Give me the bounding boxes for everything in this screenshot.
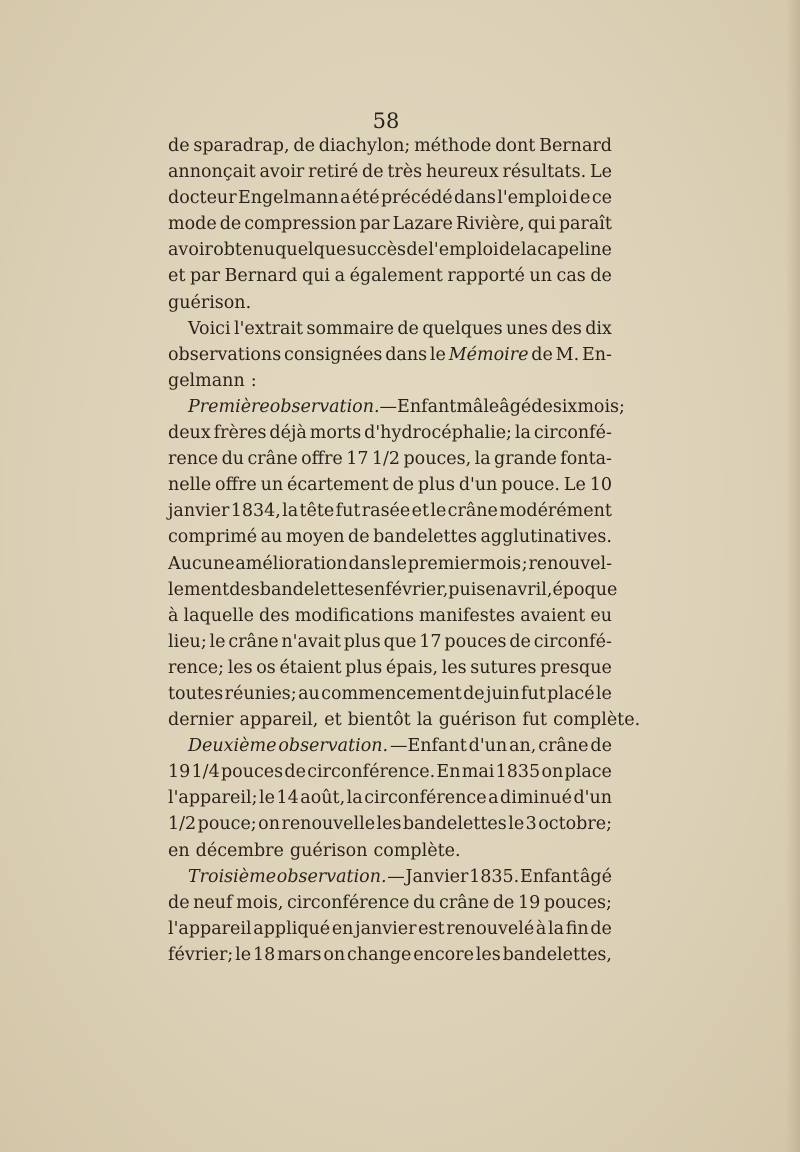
word: d'un (458, 475, 498, 496)
word: d'un (468, 736, 508, 757)
text-line (168, 551, 612, 577)
word: complète. (373, 840, 461, 861)
word: dix (585, 318, 612, 339)
word: complète. (553, 710, 641, 731)
word: et (324, 710, 342, 731)
word: des (229, 579, 260, 600)
word: et (168, 266, 186, 287)
word: déjà (269, 423, 307, 444)
page-edge-shadow (786, 0, 800, 1152)
word: le (595, 683, 612, 704)
text-line (168, 890, 612, 916)
word: grande (494, 449, 557, 470)
word: étaient (279, 657, 342, 678)
word: de (348, 527, 370, 548)
word: pouces (444, 631, 507, 652)
word: Engelmann (237, 188, 339, 209)
word: circonfé- (533, 631, 612, 652)
word: le (235, 944, 252, 965)
word: est (418, 918, 445, 939)
word: l'emploi (497, 188, 568, 209)
word: en (485, 579, 507, 600)
word: de (168, 892, 190, 913)
word: eu (590, 605, 612, 626)
word: de (219, 214, 242, 235)
text-line (168, 864, 612, 890)
word: 14 (276, 788, 299, 809)
word: et (411, 501, 429, 522)
word: 1/2 (168, 814, 197, 835)
word: crâne (439, 892, 490, 913)
word: réunies; (224, 683, 297, 704)
text-line (168, 446, 612, 472)
text-line (168, 629, 612, 655)
word: bandelettes (259, 579, 364, 600)
word: 3 (525, 814, 537, 835)
word: place (564, 762, 612, 783)
word: fut (335, 501, 361, 522)
word: la (514, 423, 531, 444)
word: de (406, 240, 428, 261)
word: amélioration (235, 553, 348, 574)
text-line (168, 420, 612, 446)
word: succès (346, 240, 407, 261)
word: capeline (537, 240, 612, 261)
word: Voici (188, 318, 231, 339)
word: plus (417, 475, 455, 496)
word: du (412, 892, 436, 913)
word: 19 (168, 762, 191, 783)
word: toutes (168, 683, 224, 704)
text-line (168, 472, 612, 498)
word: méthode (414, 136, 492, 156)
italic-word: Deuxième (188, 736, 277, 757)
word: En (436, 762, 461, 783)
word: octobre; (538, 814, 612, 835)
word: renouvelle (281, 814, 376, 835)
word: crâne (447, 501, 498, 522)
word: docteur (168, 188, 237, 209)
word: sparadrap, (193, 136, 290, 156)
word: d'un (573, 788, 612, 809)
word: de (531, 396, 553, 417)
word: dans (453, 188, 496, 209)
word: fut (522, 710, 548, 731)
text-line (168, 290, 612, 316)
word: diminué (500, 788, 572, 809)
text-line (168, 342, 612, 368)
word: la (474, 449, 491, 470)
word: des (551, 318, 582, 339)
word: le (209, 631, 226, 652)
word: : (250, 370, 257, 391)
text-line (168, 185, 612, 211)
word: la (547, 918, 565, 939)
word: circonférence (287, 892, 410, 913)
word: an, (509, 736, 537, 757)
word: rence; (168, 657, 225, 678)
word: Enfant (519, 866, 580, 887)
word: en (331, 918, 354, 939)
word: le (430, 501, 447, 522)
word: 1835. (469, 866, 520, 887)
word: le (508, 814, 525, 835)
word: lement (168, 579, 230, 600)
word: frères (213, 423, 267, 444)
text-line (168, 733, 612, 759)
word: de (492, 892, 515, 913)
word: bandelettes (373, 527, 477, 548)
word: des (259, 605, 290, 626)
word: puis (448, 579, 486, 600)
word: compression (244, 214, 357, 235)
word: appliqué (253, 918, 331, 939)
word: Aucune (168, 553, 235, 574)
word: os (256, 657, 276, 678)
word: la (416, 710, 433, 731)
word: l'appareil; (168, 788, 258, 809)
word: de (168, 136, 190, 156)
text-line (168, 524, 612, 550)
word: un (529, 266, 552, 287)
word: offre (301, 449, 343, 470)
word: de (498, 240, 521, 261)
word: paraît (558, 214, 612, 235)
word: de (590, 918, 612, 939)
word: — (387, 866, 405, 887)
word: plus (345, 657, 383, 678)
text-line (168, 237, 612, 263)
word: moyen (285, 527, 345, 548)
word: Le (563, 475, 586, 496)
word: très (387, 162, 423, 183)
word: 1/2 (371, 449, 401, 470)
word: l'appareil (168, 918, 252, 939)
word: mois, (236, 892, 284, 913)
word: mois (479, 553, 522, 574)
word: presque (540, 657, 612, 678)
body-text (168, 133, 641, 968)
word: à (535, 918, 547, 939)
word: Lazare (392, 214, 453, 235)
word: plus (343, 631, 381, 652)
word: morts (309, 423, 362, 444)
word: également (349, 266, 443, 287)
word: rasée (361, 501, 411, 522)
word: février; (168, 944, 234, 965)
word: les (227, 657, 253, 678)
word: dans (348, 553, 391, 574)
text-line (168, 577, 618, 603)
word: août, (300, 788, 346, 809)
word: qui (301, 266, 331, 287)
word: on (258, 814, 280, 835)
word: on (323, 944, 346, 965)
word: au (298, 683, 320, 704)
word: la (520, 240, 537, 261)
text-line (168, 838, 612, 864)
text-line (168, 655, 612, 681)
text-line (168, 916, 612, 942)
word: crâne (538, 736, 589, 757)
word: circonfé- (533, 423, 612, 444)
text-line (168, 368, 612, 394)
word: mois; (577, 396, 625, 417)
text-line (168, 603, 612, 629)
text-line (168, 159, 612, 185)
word: renouvel- (528, 553, 612, 574)
word: fut (521, 683, 546, 704)
word: avoir (168, 240, 213, 261)
word: de (284, 762, 306, 783)
word: gelmann (168, 370, 245, 391)
word: de (590, 266, 612, 287)
word: dont (495, 136, 536, 156)
text-line (168, 759, 612, 785)
word: offre (215, 475, 257, 496)
word: laquelle (183, 605, 254, 626)
word: circonférence. (307, 762, 436, 783)
word: pouce; (197, 814, 257, 835)
word: de (590, 736, 612, 757)
word: renouvelé (446, 918, 535, 939)
word: —Enfant (389, 736, 467, 757)
word: ; (521, 553, 528, 574)
word: tête (299, 501, 335, 522)
word: neuf (193, 892, 233, 913)
italic-word: Première (188, 396, 270, 417)
text-line (168, 681, 612, 707)
word: obtenu (213, 240, 275, 261)
word: l'extrait (233, 318, 304, 339)
word: été (351, 188, 380, 209)
word: 10 (589, 475, 612, 496)
text-line (168, 785, 612, 811)
word: mâle (456, 396, 500, 417)
word: à (168, 605, 179, 626)
word: mai (461, 762, 495, 783)
word: 17 (346, 449, 369, 470)
word: Bernard (539, 136, 612, 156)
word: en (363, 579, 386, 600)
word: heureux (425, 162, 499, 183)
word: de (568, 188, 591, 209)
text-line (168, 707, 641, 733)
page-number: 58 (372, 109, 400, 133)
word: premier (407, 553, 479, 574)
word: agglutinatives. (480, 527, 612, 548)
word: annonçait (168, 162, 256, 183)
word: comprimé (168, 527, 258, 548)
word: avoir (259, 162, 305, 183)
word: le (429, 344, 446, 365)
word: de (509, 631, 531, 652)
word: que (383, 631, 417, 652)
word: au (260, 527, 283, 548)
word: manifestes (419, 605, 516, 626)
word: pouces, (403, 449, 472, 470)
word: janvier (168, 501, 230, 522)
word: mode (168, 214, 217, 235)
word: diachylon; (318, 136, 411, 156)
word: consignées (284, 344, 383, 365)
word: unes (505, 318, 548, 339)
word: fonta- (560, 449, 612, 470)
word: janvier (355, 918, 417, 939)
word: pouce. (501, 475, 560, 496)
word: bandelettes, (502, 944, 612, 965)
word: a (488, 788, 499, 809)
word: de (397, 318, 419, 339)
word: modifications (294, 605, 414, 626)
word: de (392, 475, 415, 496)
word: l'emploi (428, 240, 499, 261)
word: on (541, 762, 564, 783)
word: M. (555, 344, 580, 365)
word: sutures (470, 657, 537, 678)
word: guérison (438, 710, 517, 731)
text-line (168, 211, 612, 237)
word: six (552, 396, 578, 417)
italic-word: observation. (269, 396, 380, 417)
word: modérément (499, 501, 612, 522)
word: par (359, 214, 390, 235)
word: ce (591, 188, 612, 209)
word: cas (556, 266, 586, 287)
word: En- (581, 344, 612, 365)
word: circonférence (364, 788, 487, 809)
word: change (347, 944, 412, 965)
word: crâne (247, 449, 298, 470)
word: un (260, 475, 284, 496)
word: décembre (195, 840, 284, 861)
word: épais, (385, 657, 439, 678)
word: âgé (499, 396, 532, 417)
word: avril, (506, 579, 553, 600)
word: encore (413, 944, 474, 965)
word: 18 (253, 944, 276, 965)
word: de (362, 162, 384, 183)
word: février, (385, 579, 449, 600)
word: de (293, 136, 315, 156)
word: pouces; (543, 892, 612, 913)
word: commencement (321, 683, 462, 704)
word: les (441, 657, 467, 678)
word: résultats. (502, 162, 587, 183)
word: en (168, 840, 190, 861)
word: par (189, 266, 220, 287)
word: dernier (168, 710, 234, 731)
word: —Enfant (379, 396, 457, 417)
word: retiré (308, 162, 359, 183)
word: rapporté (447, 266, 525, 287)
word: dans (385, 344, 428, 365)
word: époque (552, 579, 618, 600)
word: Bernard (224, 266, 298, 287)
word: quelque (275, 240, 347, 261)
text-line (168, 316, 612, 342)
word: 19 (518, 892, 541, 913)
word: 1834, (230, 501, 281, 522)
word: 17 (419, 631, 442, 652)
word: d'hydrocéphalie; (364, 423, 512, 444)
word: Janvier (405, 866, 469, 887)
text-line (168, 263, 612, 289)
italic-word: Mémoire (448, 344, 529, 365)
word: de (463, 683, 485, 704)
word: a (334, 266, 346, 287)
word: a (340, 188, 351, 209)
word: deux (168, 423, 211, 444)
text-line (168, 811, 612, 837)
word: les (376, 814, 402, 835)
word: les (475, 944, 501, 965)
word: écartement (287, 475, 389, 496)
word: la (346, 788, 363, 809)
word: bientôt (347, 710, 411, 731)
word: de (531, 344, 553, 365)
word: sommaire (306, 318, 394, 339)
word: quelques (422, 318, 503, 339)
word: le (391, 553, 408, 574)
word: juin (486, 683, 520, 704)
word: qui (527, 214, 556, 235)
word: Rivière, (455, 214, 525, 235)
italic-word: Troisième (188, 866, 277, 887)
italic-word: observation. (278, 736, 389, 757)
word: du (221, 449, 245, 470)
word: fin (565, 918, 589, 939)
text-line (168, 498, 612, 524)
word: précédé (380, 188, 453, 209)
word: nelle (168, 475, 212, 496)
word: le (259, 788, 275, 809)
text-line (168, 394, 625, 420)
word: placé (547, 683, 595, 704)
word: rence (168, 449, 219, 470)
word: avaient (520, 605, 586, 626)
text-line (168, 942, 612, 968)
word: 1/4 (191, 762, 220, 783)
word: âgé (579, 866, 612, 887)
word: bandelettes (402, 814, 507, 835)
italic-word: observation. (276, 866, 387, 887)
word: crâne (228, 631, 279, 652)
word: mars (277, 944, 322, 965)
word: lieu; (168, 631, 207, 652)
word: pouces (220, 762, 284, 783)
word: guérison. (168, 292, 252, 313)
word: n'avait (281, 631, 341, 652)
word: 1835 (495, 762, 541, 783)
word: la (282, 501, 299, 522)
text-line (168, 133, 612, 159)
word: guérison (289, 840, 368, 861)
word: observations (168, 344, 282, 365)
word: Le (589, 162, 612, 183)
word: appareil, (239, 710, 319, 731)
